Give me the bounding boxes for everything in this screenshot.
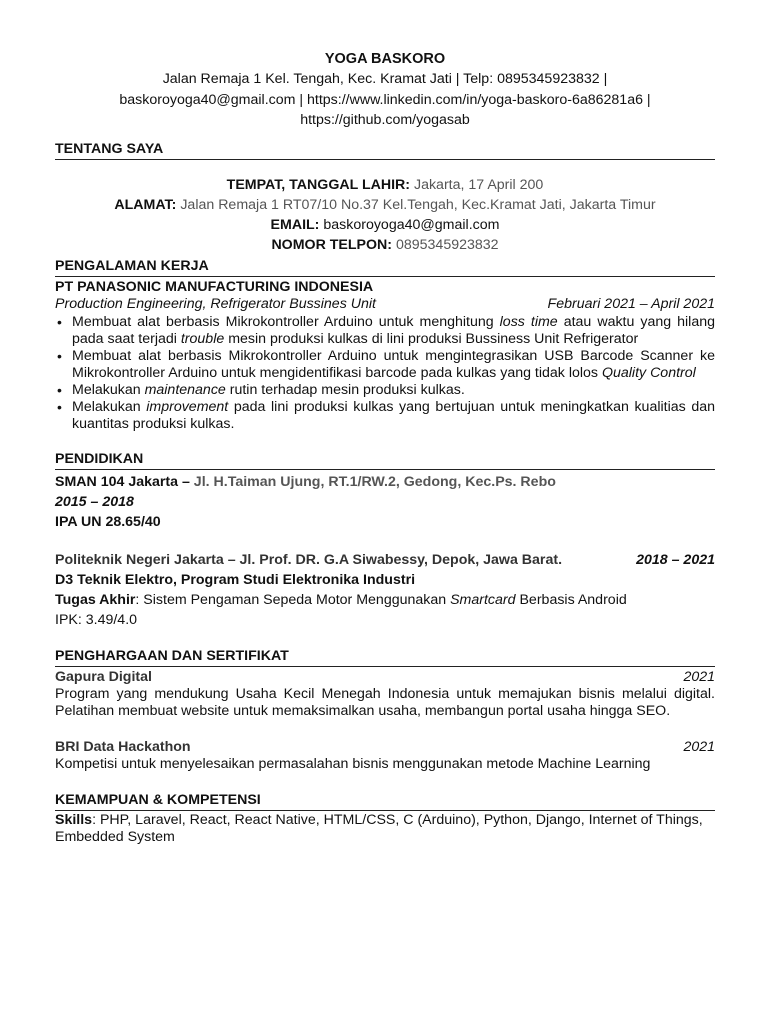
uni-gpa: IPK: 3.49/4.0 xyxy=(55,612,138,629)
contact-line-3: https://github.com/yogasab xyxy=(300,112,470,128)
award-2-name: BRI Data Hackathon xyxy=(55,739,191,756)
about-email xyxy=(55,215,715,235)
section-title-education: PENDIDIKAN xyxy=(55,451,715,470)
award-1-year: 2021 xyxy=(683,669,715,686)
experience-bullet-4: • Melakukan improvement pada lini produksi kulkas yang bertujuan untuk meningkatkan kualitias dan kuantitas produksi kulkas. xyxy=(55,399,715,433)
award-1-desc: Program yang mendukung Usaha Kecil Menegah Indonesia untuk memajukan bisnis melalui digital. Pelatihan membuat website untuk memaksimalkan usaha, membangun portal usaha hingga SEO. xyxy=(55,686,715,720)
email-label: EMAIL: xyxy=(270,216,320,233)
uni-degree: D3 Teknik Elektro, Program Studi Elektronika Industri xyxy=(55,572,416,589)
phone-value: 0895345923832 xyxy=(392,237,499,254)
birth-label: TEMPAT, TANGGAL LAHIR: xyxy=(226,176,411,193)
about-phone xyxy=(55,235,715,255)
sma-score: IPA UN 28.65/40 xyxy=(55,514,161,531)
sma-address: Jl. H.Taiman Ujung, RT.1/RW.2, Gedong, Kec.Ps. Rebo xyxy=(189,474,556,491)
about-birth xyxy=(55,175,715,195)
award-2-desc: Kompetisi untuk menyelesaikan permasalahan bisnis menggunakan metode Machine Learning xyxy=(55,756,651,773)
birth-value: Jakarta, 17 April 200 xyxy=(410,176,544,193)
sma-period: 2015 – 2018 xyxy=(55,494,134,511)
experience-role: Production Engineering, Refrigerator Bussines Unit xyxy=(55,296,376,313)
contact-line-2: baskoroyoga40@gmail.com | https://www.linkedin.com/in/yoga-baskoro-6a86281a6 | xyxy=(119,91,651,108)
section-title-experience: PENGALAMAN KERJA xyxy=(55,258,715,277)
award-2-row xyxy=(55,739,715,756)
experience-bullets xyxy=(55,314,715,433)
thesis-label: Tugas Akhir xyxy=(55,592,136,609)
education-uni-row xyxy=(55,550,715,570)
address-label: ALAMAT: xyxy=(114,196,177,213)
experience-bullet-1: • Membuat alat berbasis Mikrokontroller Arduino untuk menghitung loss time atau waktu yang hilang pada saat terjadi trouble mesin produksi kulkas di lini produksi Bussiness Unit Refrigerator xyxy=(55,314,715,348)
candidate-name: YOGA BASKORO xyxy=(324,51,446,67)
uni-name: Politeknik Negeri Jakarta – Jl. Prof. DR. G.A Siwabessy, Depok, Jawa Barat. xyxy=(55,552,563,569)
resume-header xyxy=(55,49,715,131)
about-address xyxy=(55,195,715,215)
experience-bullet-3: • Melakukan maintenance rutin terhadap mesin produksi kulkas. xyxy=(55,382,715,399)
award-2-year: 2021 xyxy=(683,739,715,756)
experience-period: Februari 2021 – April 2021 xyxy=(547,296,715,313)
section-title-about: TENTANG SAYA xyxy=(55,141,715,160)
phone-label: NOMOR TELPON: xyxy=(271,237,393,254)
sma-name: SMAN 104 Jakarta – xyxy=(55,474,190,491)
section-title-awards: PENGHARGAAN DAN SERTIFIKAT xyxy=(55,648,715,667)
uni-period: 2018 – 2021 xyxy=(636,552,715,569)
skills-label: Skills xyxy=(55,812,93,829)
award-1-name: Gapura Digital xyxy=(55,669,152,686)
address-value: Jalan Remaja 1 RT07/10 No.37 Kel.Tengah, Kec.Kramat Jati, Jakarta Timur xyxy=(176,196,656,213)
education-sma xyxy=(55,472,715,492)
section-title-skills: KEMAMPUAN & KOMPETENSI xyxy=(55,792,715,811)
about-block xyxy=(55,175,715,256)
email-value: baskoroyoga40@gmail.com xyxy=(319,216,500,233)
skills-text xyxy=(55,812,715,846)
resume-content xyxy=(55,49,715,846)
contact-line-1: Jalan Remaja 1 Kel. Tengah, Kec. Kramat Jati | Telp: 0895345923832 | xyxy=(162,71,608,87)
award-1-row xyxy=(55,669,715,686)
uni-thesis: Tugas Akhir: Sistem Pengaman Sepeda Motor Menggunakan Smartcard Berbasis Android xyxy=(55,592,627,609)
experience-bullet-2: • Membuat alat berbasis Mikrokontroller Arduino untuk mengintegrasikan USB Barcode Scanner ke Mikrokontroller Arduino untuk mengidentifikasi barcode pada kulkas yang tidak lolos Quality Control xyxy=(55,348,715,382)
skills-value: : PHP, Laravel, React, React Native, HTML/CSS, C (Arduino), Python, Django, Internet of Things, Embedded System xyxy=(55,812,703,846)
experience-role-row xyxy=(55,296,715,313)
experience-company: PT PANASONIC MANUFACTURING INDONESIA xyxy=(55,279,374,296)
